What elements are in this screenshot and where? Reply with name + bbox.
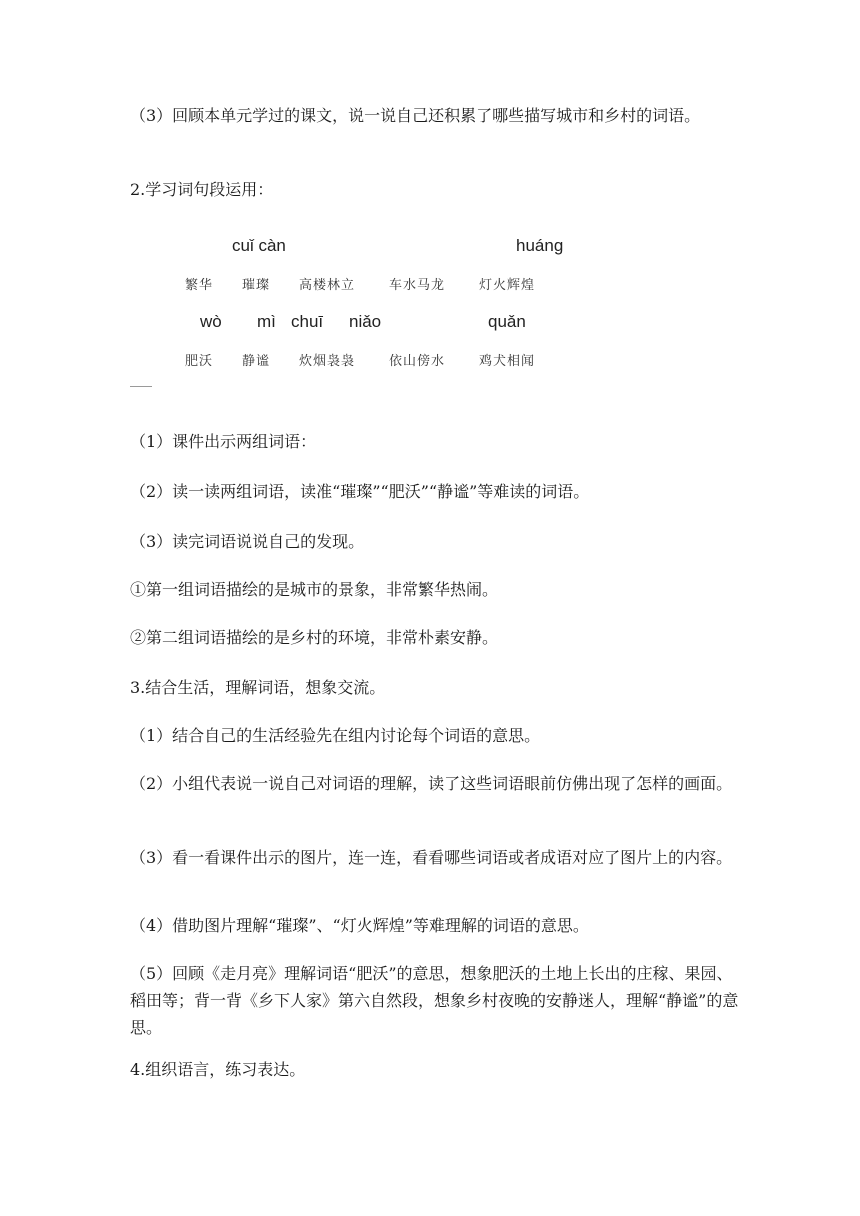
heading-understand-words: 3.结合生活，理解词语，想象交流。 bbox=[130, 678, 386, 697]
word-gaoloulinli: 高楼林立 bbox=[299, 277, 356, 292]
paragraph-village-scene: ②第二组词语描绘的是乡村的环境，非常朴素安静。 bbox=[130, 628, 499, 647]
heading-word-usage: 2.学习词句段运用： bbox=[130, 180, 274, 199]
word-groups-image bbox=[175, 228, 575, 380]
word-cheshuimalong: 车水马龙 bbox=[389, 277, 446, 292]
pinyin-wo: wò bbox=[200, 312, 222, 331]
heading-practice-expression: 4.组织语言，练习表达。 bbox=[130, 1060, 306, 1079]
paragraph-read-groups: （2）读一读两组词语，读准“璀璨”“肥沃”“静谧”等难读的词语。 bbox=[130, 482, 590, 501]
word-denghuohuihuang: 灯火辉煌 bbox=[479, 277, 536, 292]
word-feiwo: 肥沃 bbox=[185, 353, 214, 368]
word-chuiyanniaoniao: 炊烟袅袅 bbox=[299, 353, 356, 368]
paragraph-group-discuss: （1）结合自己的生活经验先在组内讨论每个词语的意思。 bbox=[130, 726, 541, 745]
divider-rule bbox=[130, 386, 152, 387]
word-fanhua: 繁华 bbox=[185, 277, 214, 292]
pinyin-quan: quǎn bbox=[488, 312, 526, 331]
word-jingmi: 静谧 bbox=[242, 353, 271, 368]
paragraph-discovery: （3）读完词语说说自己的发现。 bbox=[130, 532, 365, 551]
paragraph-group-rep: （2）小组代表说一说自己对词语的理解，读了这些词语眼前仿佛出现了怎样的画面。 bbox=[130, 774, 733, 793]
paragraph-match-pictures: （3）看一看课件出示的图片，连一连，看看哪些词语或者成语对应了图片上的内容。 bbox=[130, 848, 733, 867]
pinyin-cuican: cuǐ càn bbox=[232, 236, 286, 255]
word-yishanbangshui: 依山傍水 bbox=[389, 353, 446, 368]
pinyin-huang: huáng bbox=[516, 236, 564, 255]
pinyin-niao: niǎo bbox=[349, 312, 382, 331]
word-jiquanxiangwen: 鸡犬相闻 bbox=[479, 353, 536, 368]
pinyin-chui: chuī bbox=[291, 312, 324, 331]
paragraph-picture-meaning: （4）借助图片理解“璀璨”、“灯火辉煌”等难理解的词语的意思。 bbox=[130, 916, 589, 935]
paragraph-review-lessons: （5）回顾《走月亮》理解词语“肥沃”的意思，想象肥沃的土地上长出的庄稼、果园、稻田等；背一背《乡下人家》第六自然段，想象乡村夜晚的安静迷人，理解“静谧”的意思。 bbox=[130, 964, 739, 1037]
word-cuican: 璀璨 bbox=[242, 277, 271, 292]
pinyin-mi: mì bbox=[257, 312, 276, 331]
paragraph-city-scene: ①第一组词语描绘的是城市的景象，非常繁华热闹。 bbox=[130, 580, 499, 599]
paragraph-show-groups: （1）课件出示两组词语： bbox=[130, 432, 317, 451]
paragraph-review-words: （3）回顾本单元学过的课文，说一说自己还积累了哪些描写城市和乡村的词语。 bbox=[130, 106, 701, 125]
